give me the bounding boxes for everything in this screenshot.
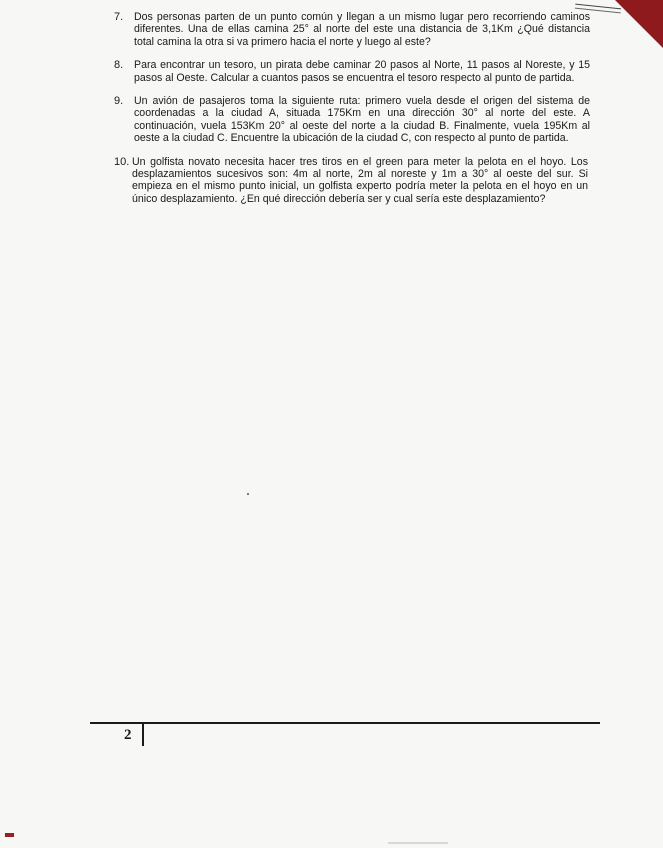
footer-rule [90,722,600,724]
page-corner-fold [615,0,663,48]
scan-speck [247,493,249,495]
footer-divider [142,724,144,746]
problem-number: 9. [114,95,124,108]
problem-number: 10. [114,155,130,168]
problem-text: Dos personas parten de un punto común y llegan a un mismo lugar pero recorriendo caminos diferentes. Una de ellas camina 25° al norte del este una distancia de 3,1Km ¿Qué distancia total camina la otra si va primero hacia el norte y luego al este? [134,11,590,48]
scan-mark [5,833,14,837]
problem-number: 7. [114,11,124,23]
problem-text: Un avión de pasajeros toma la siguiente ruta: primero vuela desde el origen del sistema de coordenadas a la ciudad A, situada 175Km en una dirección 30° al norte del este. A continuación, vuela 153Km 20° al oeste del norte a la ciudad B. Finalmente, vuela 195Km al oeste a la ciudad C. Encuentre la ubicación de la ciudad C, con respecto al punto de partida. [134,95,590,145]
problem-item [114,95,594,145]
scan-smudge [388,842,448,844]
page-number: 2 [124,727,132,743]
problem-number: 8. [114,59,124,72]
problem-item [114,11,594,48]
problem-text: Un golfista novato necesita hacer tres tiros en el green para meter la pelota en el hoyo. Los desplazamientos sucesivos son: 4m al norte, 2m al noreste y 1m a 30° al oeste del sur. Si empieza en el mismo punto inicial, un golfista experto podría meter la pelota en el hoyo en un único desplazamiento. ¿En qué dirección debería ser y cual sería este desplazamiento? [132,155,588,205]
problem-item [114,156,594,206]
problem-item [114,59,594,84]
problem-list [114,11,594,216]
problem-text: Para encontrar un tesoro, un pirata debe caminar 20 pasos al Norte, 11 pasos al Noreste, y 15 pasos al Oeste. Calcular a cuantos pasos se encuentra el tesoro respecto al punto de partida. [134,59,590,84]
